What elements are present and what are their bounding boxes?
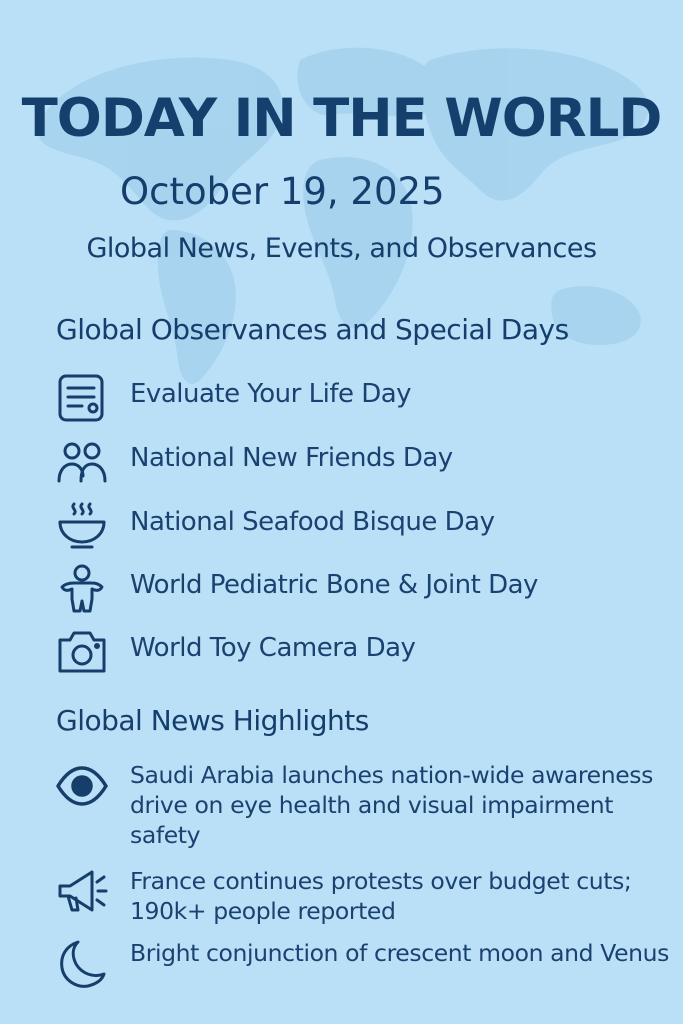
child-icon [56, 563, 108, 615]
observances-heading: Global Observances and Special Days [56, 313, 569, 346]
news-text: Bright conjunction of crescent moon and Venus [130, 939, 670, 967]
camera-icon [56, 626, 108, 678]
news-text: Saudi Arabia launches nation-wide awareness drive on eye health and visual impairment safety [130, 761, 653, 849]
megaphone-icon [56, 866, 108, 918]
observance-label: National Seafood Bisque Day [130, 507, 495, 537]
crescent-moon-icon [56, 938, 108, 990]
news-heading: Global News Highlights [56, 704, 369, 737]
date-label: October 19, 2025 [120, 170, 445, 213]
observance-label: World Toy Camera Day [130, 633, 416, 663]
people-icon [56, 436, 108, 488]
soup-bowl-icon [56, 500, 108, 552]
observance-label: Evaluate Your Life Day [130, 379, 412, 409]
observance-label: National New Friends Day [130, 443, 453, 473]
document-icon [56, 372, 108, 424]
observance-label: World Pediatric Bone & Joint Day [130, 570, 538, 600]
news-text: France continues protests over budget cuts; 190k+ people reported [130, 867, 632, 925]
page-title: TODAY IN THE WORLD [21, 88, 662, 149]
page-subtitle: Global News, Events, and Observances [86, 233, 597, 264]
eye-icon [56, 760, 108, 812]
